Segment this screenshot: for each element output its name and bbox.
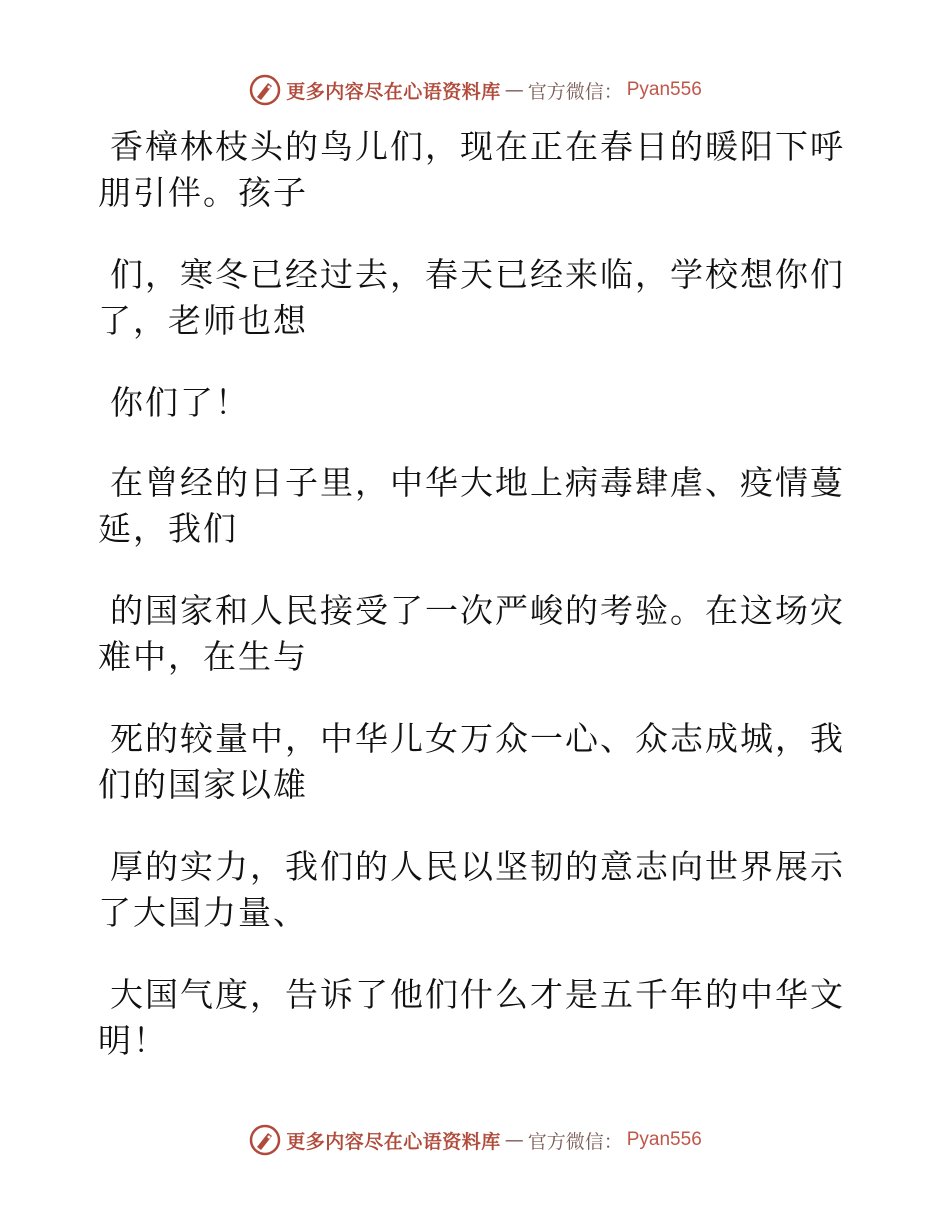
text-line: 延，我们 [98, 509, 238, 548]
footer-banner [0, 1120, 950, 1160]
paragraph [98, 124, 845, 216]
paragraph [98, 380, 838, 426]
text-line: 在曾经的日子里，中华大地上病毒肆虐、疫情蔓 [110, 463, 845, 502]
text-line: 难中，在生与 [98, 637, 308, 676]
text-line: 死的较量中，中华儿女万众一心、众志成城，我 [110, 719, 845, 758]
text-line: 朋引伴。孩子 [98, 173, 308, 212]
text-line: 们的国家以雄 [98, 765, 308, 804]
footer-wechat-label: 官方微信： [527, 1130, 623, 1153]
paragraph [98, 588, 845, 680]
text-line: 厚的实力，我们的人民以坚韧的意志向世界展示 [110, 847, 845, 886]
paragraph [98, 972, 845, 1064]
header-wechat-label: 官方微信： [527, 80, 623, 103]
text-line: 们，寒冬已经过去，春天已经来临，学校想你们 [110, 255, 845, 294]
pen-nib-logo-icon [248, 1123, 282, 1157]
paragraph [98, 252, 845, 344]
document-body [98, 124, 845, 1100]
header-wechat-id: Pyan556 [626, 79, 702, 100]
header-separator: — [504, 79, 524, 101]
text-line: 香樟林枝头的鸟儿们，现在正在春日的暖阳下呼 [110, 127, 845, 166]
text-line: 你们了！ [110, 383, 250, 422]
pen-nib-logo-icon [248, 73, 282, 107]
footer-brand-text: 更多内容尽在心语资料库 [286, 1130, 501, 1153]
paragraph [98, 844, 845, 936]
paragraph [98, 460, 845, 552]
text-line: 了大国力量、 [98, 893, 308, 932]
text-line: 明！ [98, 1021, 168, 1060]
text-line: 的国家和人民接受了一次严峻的考验。在这场灾 [110, 591, 845, 630]
paragraph [98, 716, 845, 808]
footer-separator: — [504, 1129, 524, 1151]
header-banner [0, 70, 950, 110]
text-line: 了，老师也想 [98, 301, 308, 340]
header-brand-text: 更多内容尽在心语资料库 [286, 80, 501, 103]
footer-wechat-id: Pyan556 [626, 1129, 702, 1150]
text-line: 大国气度，告诉了他们什么才是五千年的中华文 [110, 975, 845, 1014]
